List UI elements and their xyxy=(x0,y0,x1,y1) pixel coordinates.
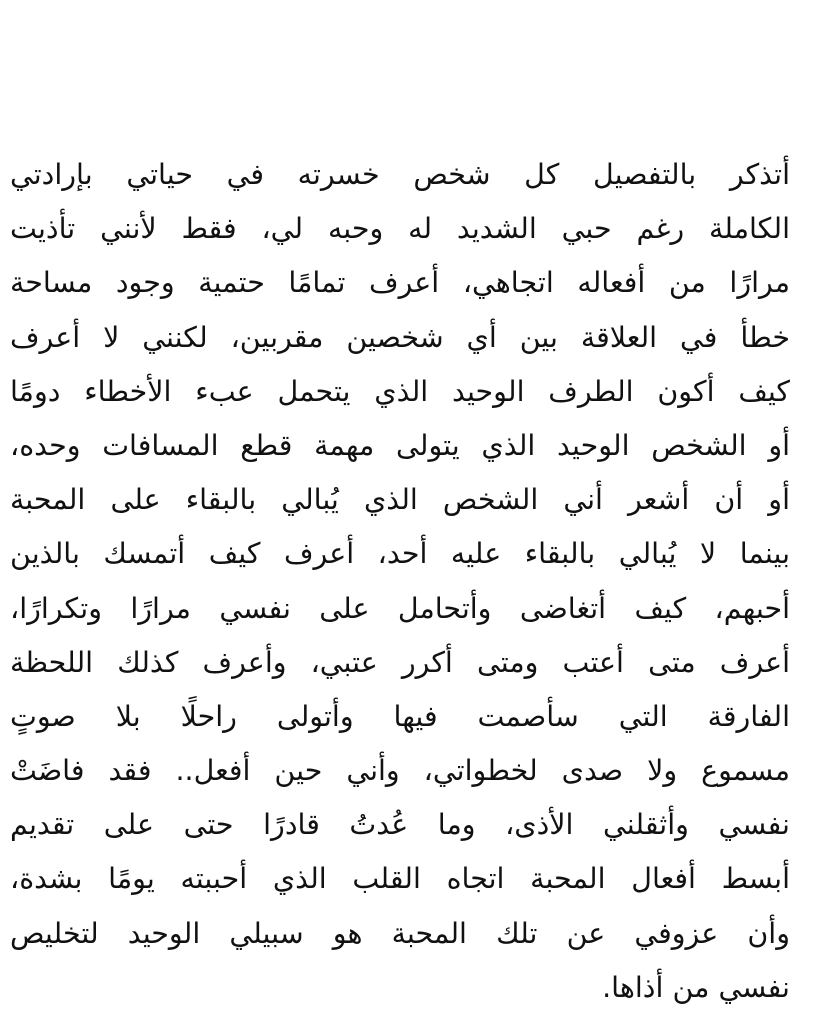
text-line: بينما لا يُبالي بالبقاء عليه أحد، أعرف كيف أتمسك بالذين xyxy=(10,537,790,571)
text-line: أو الشخص الوحيد الذي يتولى مهمة قطع المسافات وحده، xyxy=(10,428,790,462)
text-line: أحبهم، كيف أتغاضى وأتحامل على نفسي مرارًا وتكرارًا، xyxy=(10,591,790,625)
text-line: أتذكر بالتفصيل كل شخص خسرته في حياتي بإرادتي xyxy=(10,158,790,191)
body-text xyxy=(10,148,790,1015)
text-line: وأن عزوفي عن تلك المحبة هو سبيلي الوحيد لتخليص xyxy=(10,916,790,950)
text-line: الكاملة رغم حبي الشديد له وحبه لي، فقط لأنني تأذيت xyxy=(10,212,790,246)
text-line: خطأ في العلاقة بين أي شخصين مقربين، لكنني لا أعرف xyxy=(10,320,790,354)
text-line: كيف أكون الطرف الوحيد الذي يتحمل عبء الأخطاء دومًا xyxy=(10,374,790,408)
text-line: أعرف متى أعتب ومتى أكرر عتبي، وأعرف كذلك اللحظة xyxy=(10,645,790,679)
text-line: مرارًا من أفعاله اتجاهي، أعرف تمامًا حتمية وجود مساحة xyxy=(10,266,790,300)
text-line: أبسط أفعال المحبة اتجاه القلب الذي أحببته يومًا بشدة، xyxy=(10,862,790,896)
text-line: الفارقة التي سأصمت فيها وأتولى راحلًا بلا صوتٍ xyxy=(10,699,790,733)
text-line-last: نفسي من أذاها. xyxy=(602,970,790,1004)
text-line: نفسي وأثقلني الأذى، وما عُدتُ قادرًا حتى على تقديم xyxy=(10,808,790,842)
text-line: أو أن أشعر أني الشخص الذي يُبالي بالبقاء على المحبة xyxy=(10,483,790,517)
text-line: مسموع ولا صدى لخطواتي، وأني حين أفعل.. فقد فاضَتْ xyxy=(10,754,790,788)
